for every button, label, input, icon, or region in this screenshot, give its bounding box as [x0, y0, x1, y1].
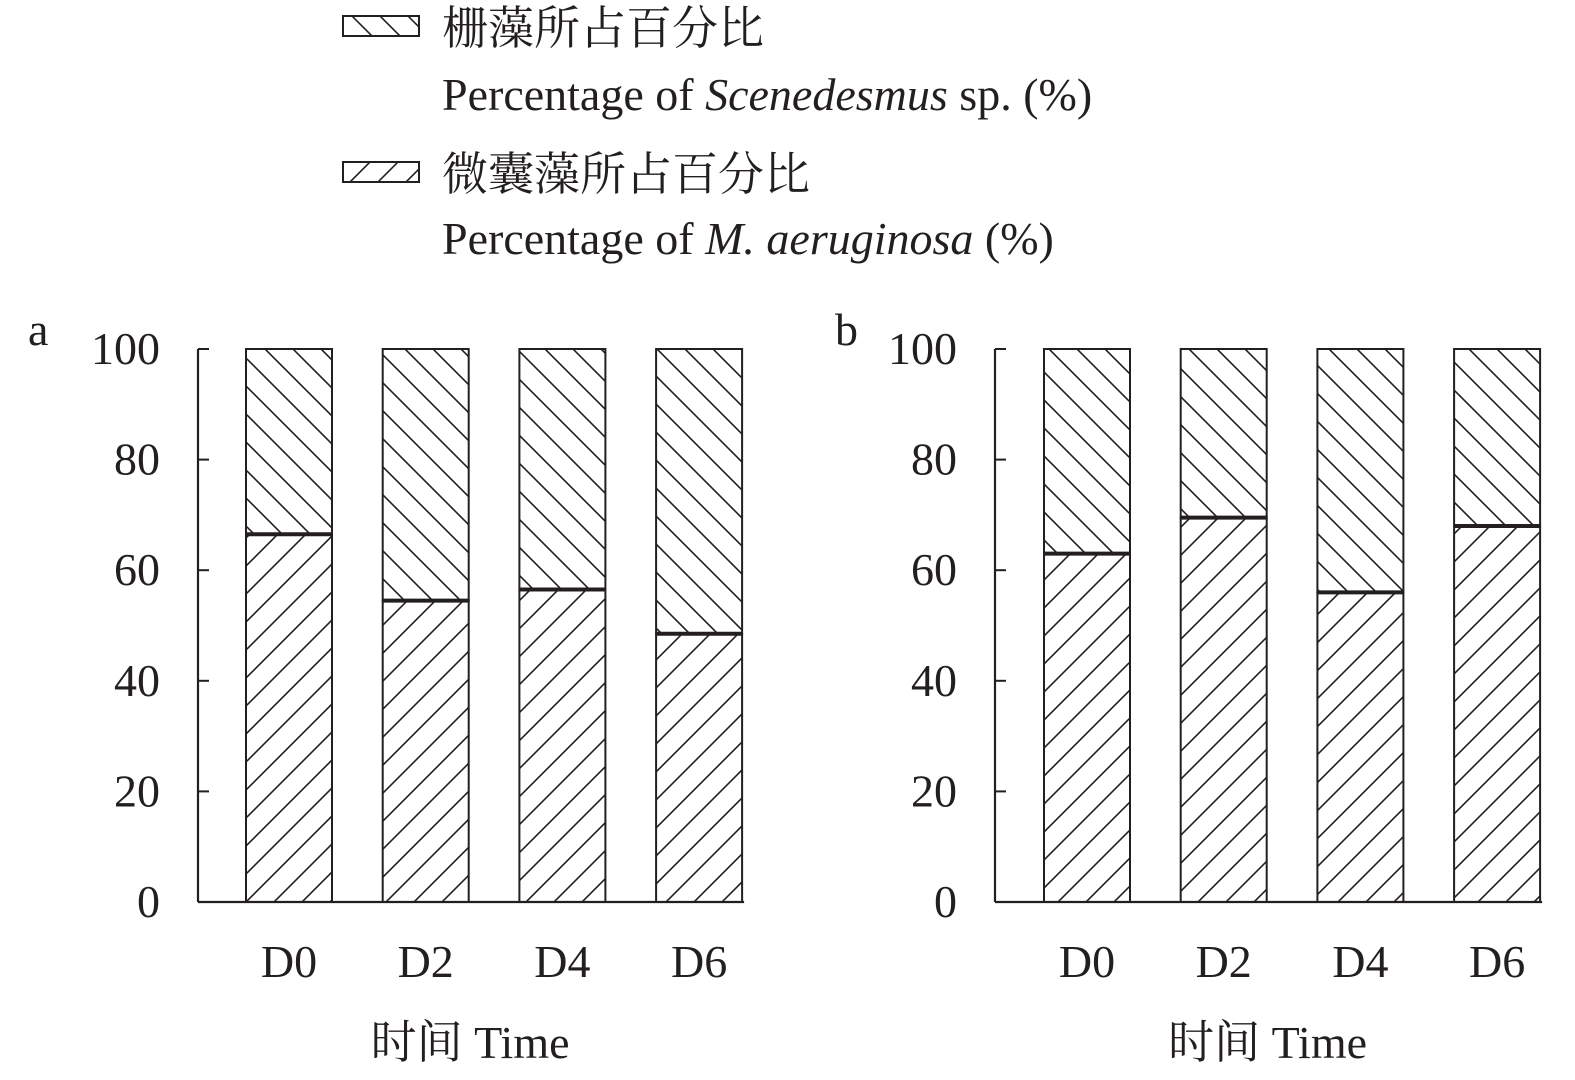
legend-item-microcystis [343, 149, 1054, 264]
bar-group-D2 [1181, 349, 1267, 902]
x-tick-label: D4 [534, 936, 591, 987]
bar-microcystis [519, 590, 605, 902]
legend-label-scenedesmus-en-italic: Scenedesmus [705, 69, 948, 120]
x-tick-label: D6 [670, 936, 728, 987]
panel-label: b [835, 304, 858, 355]
legend-item-scenedesmus [343, 3, 1092, 120]
y-tick-label: 100 [888, 323, 957, 374]
legend-label-scenedesmus-cn: 栅藻所占百分比 [442, 3, 764, 54]
legend-label-microcystis-en-prefix: Percentage of [442, 213, 706, 264]
x-axis-title: 时间 Time [370, 1017, 570, 1068]
legend-swatch-microcystis [343, 162, 419, 182]
x-axis-title: 时间 Time [1168, 1017, 1368, 1068]
bar-scenedesmus [1317, 349, 1403, 592]
x-tick-label: D4 [1332, 936, 1389, 987]
y-tick-label: 100 [91, 323, 160, 374]
chart-panel-b [835, 304, 1542, 1068]
y-tick-label: 40 [911, 654, 957, 706]
legend-label-microcystis-en-suffix: (%) [973, 213, 1054, 264]
legend-label-microcystis-en-italic: M. aeruginosa [705, 213, 974, 264]
bar-scenedesmus [383, 349, 469, 601]
y-tick-label: 80 [114, 433, 160, 485]
bar-group-D0 [1044, 349, 1130, 902]
bar-group-D2 [383, 349, 469, 902]
bar-group-D6 [656, 349, 742, 902]
bar-microcystis [383, 601, 469, 902]
x-tick-label: D2 [397, 936, 454, 987]
bar-scenedesmus [1181, 349, 1267, 518]
bar-group-D4 [1317, 349, 1403, 902]
bar-microcystis [656, 634, 742, 902]
bar-microcystis [1454, 526, 1540, 902]
bar-group-D6 [1454, 349, 1540, 902]
bar-group-D4 [519, 349, 605, 902]
bar-microcystis [246, 534, 332, 902]
panel-label: a [28, 304, 49, 355]
y-tick-label: 60 [114, 544, 160, 596]
bar-microcystis [1181, 518, 1267, 902]
y-tick-label: 0 [934, 876, 957, 927]
y-tick-label: 60 [911, 544, 957, 596]
bar-scenedesmus [246, 349, 332, 534]
legend-swatch-scenedesmus [343, 16, 419, 36]
y-tick-label: 80 [911, 433, 957, 485]
bar-microcystis [1044, 554, 1130, 902]
x-tick-label: D6 [1468, 936, 1526, 987]
x-tick-label: D0 [260, 936, 318, 987]
y-tick-label: 40 [114, 654, 160, 706]
x-tick-label: D2 [1195, 936, 1252, 987]
legend-label-microcystis-en [442, 213, 1054, 264]
bar-microcystis [1317, 592, 1403, 902]
legend-label-scenedesmus-en-prefix: Percentage of [442, 69, 706, 120]
y-tick-label: 0 [137, 876, 160, 927]
bar-scenedesmus [1044, 349, 1130, 554]
y-tick-label: 20 [114, 765, 160, 817]
chart-panel-a [28, 304, 744, 1068]
legend-label-scenedesmus-en [442, 69, 1092, 120]
bar-group-D0 [246, 349, 332, 902]
chart-panels [28, 304, 1542, 1068]
legend [343, 3, 1092, 264]
bar-scenedesmus [656, 349, 742, 634]
bar-scenedesmus [519, 349, 605, 590]
y-tick-label: 20 [911, 765, 957, 817]
bar-scenedesmus [1454, 349, 1540, 526]
legend-label-scenedesmus-en-suffix: sp. (%) [947, 69, 1093, 120]
legend-label-microcystis-cn: 微囊藻所占百分比 [442, 149, 810, 200]
x-tick-label: D0 [1058, 936, 1116, 987]
